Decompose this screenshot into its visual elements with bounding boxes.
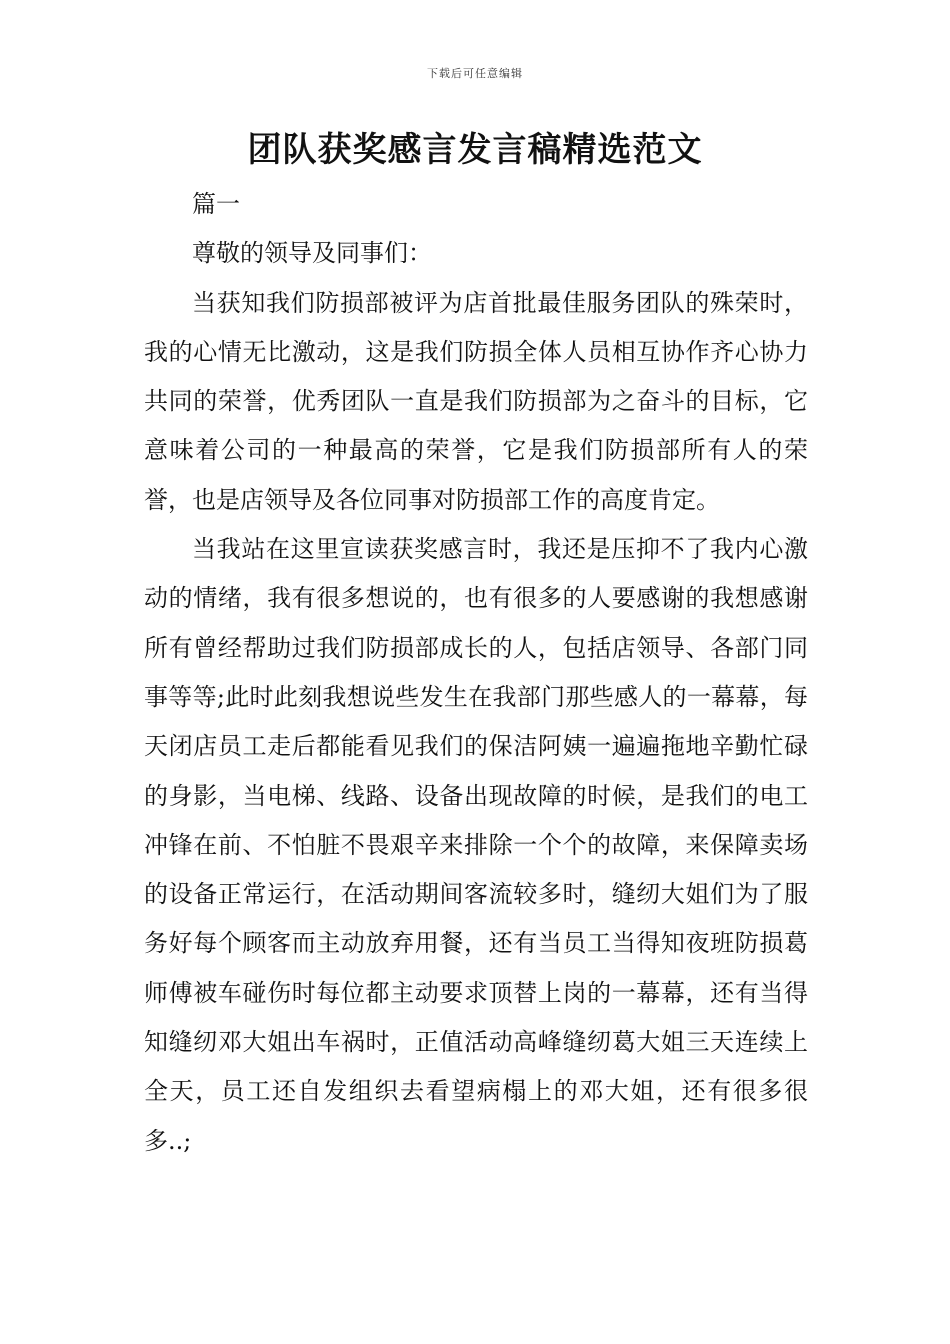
document-body [144,180,808,1166]
header-note: 下载后可任意编辑 [427,67,523,80]
section-label: 篇一 [192,190,240,218]
document-title: 团队获奖感言发言稿精选范文 [247,130,703,170]
paragraph-1: 当获知我们防损部被评为店首批最佳服务团队的殊荣时，我的心情无比激动，这是我们防损全体人员相互协作齐心协力共同的荣誉，优秀团队一直是我们防损部为之奋斗的目标，它意味着公司的一种最高的荣誉，它是我们防损部所有人的荣誉，也是店领导及各位同事对防损部工作的高度肯定。 [144,288,808,514]
paragraph-2: 当我站在这里宣读获奖感言时，我还是压抑不了我内心激动的情绪，我有很多想说的，也有很多的人要感谢的我想感谢所有曾经帮助过我们防损部成长的人，包括店领导、各部门同事等等;此时此刻我想说些发生在我部门那些感人的一幕幕，每天闭店员工走后都能看见我们的保洁阿姨一遍遍拖地辛勤忙碌的身影，当电梯、线路、设备出现故障的时候，是我们的电工冲锋在前、不怕脏不畏艰辛来排除一个个的故障，来保障卖场的设备正常运行，在活动期间客流较多时，缝纫大姐们为了服务好每个顾客而主动放弃用餐，还有当员工当得知夜班防损葛师傅被车碰伤时每位都主动要求顶替上岗的一幕幕，还有当得知缝纫邓大姐出车祸时，正值活动高峰缝纫葛大姐三天连续上全天，员工还自发组织去看望病榻上的邓大姐，还有很多很多..; [144,535,808,1155]
salutation: 尊敬的领导及同事们： [192,239,432,268]
